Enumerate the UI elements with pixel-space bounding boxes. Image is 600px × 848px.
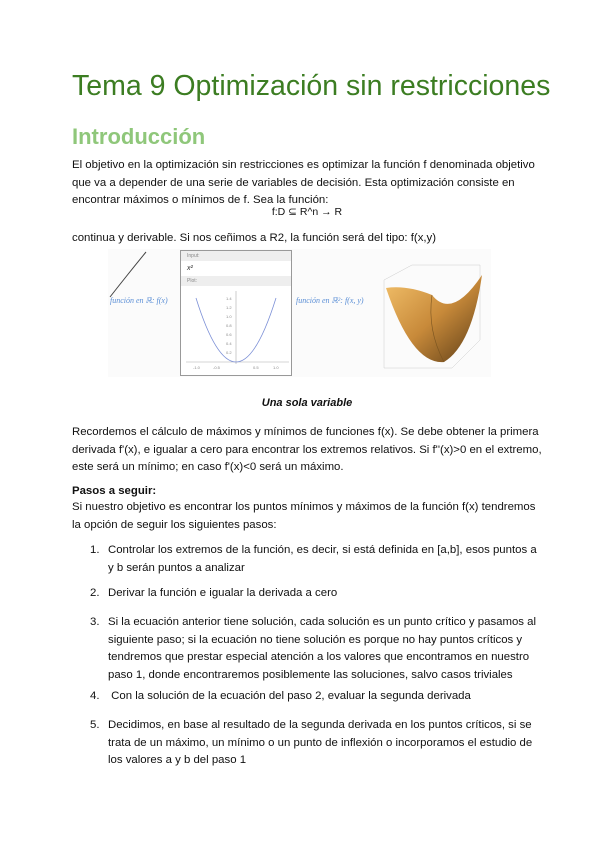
parabola-plot [181,286,291,370]
list-item [90,717,540,770]
y-tick-label: 1.0 [226,314,232,319]
y-tick-label: 0.4 [226,341,232,346]
list-item [90,542,540,577]
continuation-text: continua y derivable. Si nos ceñimos a R2, la función será del tipo: f(x,y) [72,232,437,244]
caption-right: función en ℝ²: f(x, y) [296,296,364,305]
step-text: Decidimos, en base al resultado de la segunda derivada en los puntos críticos, si se trata de un máximo, un mínimo o un punto de inflexión o incorporamos el estudio de los valores a y b del paso 1 [108,719,533,766]
step-number: 3. [90,616,100,628]
x-tick-label: 1.0 [273,365,279,370]
section-heading: Introducción [72,124,206,149]
plot-label: Plot: [181,276,291,286]
curve-fragment-image [108,249,183,299]
formula: f:D ⊆ R^n → R [271,206,343,218]
y-tick-label: 1.2 [226,305,232,310]
step-text: Controlar los extremos de la función, es decir, si está definida en [a,b], esos puntos a y b serán puntos a analizar [108,544,537,574]
input-label: Input: [181,251,291,261]
y-tick-label: 0.8 [226,323,232,328]
x-tick-label: -0.5 [213,365,220,370]
paraboloid-3d-image [372,250,490,376]
step-number: 1. [90,544,100,556]
steps-intro: Si nuestro objetivo es encontrar los puntos mínimos y máximos de la función f(x) tendremos la opción de seguir los siguientes pasos: [72,501,536,531]
step-number: 4. [90,690,100,702]
step-text: Si la ecuación anterior tiene solución, cada solución es un punto crítico y pasamos al siguiente paso; si la ecuación no tiene solución es porque no hay puntos críticos y tendremos que prestar especial atención a los valores que encontramos en nuestro paso 1, donde encontraremos posiblemente las soluciones, salvo casos triviales [108,616,537,681]
steps-heading: Pasos a seguir: [72,485,157,497]
x-tick-label: -1.0 [193,365,200,370]
step-text: Derivar la función e igualar la derivada a cero [108,587,338,599]
list-item [90,688,540,706]
document-title: Tema 9 Optimización sin restricciones [72,70,551,102]
caption-left: función en ℝ: f(x) [110,296,168,305]
step-text: Con la solución de la ecuación del paso 2, evaluar la segunda derivada [108,690,471,702]
step-number: 5. [90,719,100,731]
input-value: x² [187,265,193,272]
y-tick-label: 0.2 [226,350,232,355]
y-tick-label: 0.6 [226,332,232,337]
list-item [90,585,540,603]
step-number: 2. [90,587,100,599]
parabola-graph [180,250,292,376]
y-tick-label: 1.4 [226,296,232,301]
subheading-una-sola-variable: Una sola variable [261,397,353,409]
intro-paragraph: El objetivo en la optimización sin restricciones es optimizar la función f denominada objetivo que va a depender de una serie de variables de decisión. Esta optimización consiste en encontrar máximos o mínimos de f. Sea la función: [72,159,535,206]
paragraph-one-variable: Recordemos el cálculo de máximos y mínimos de funciones f(x). Se debe obtener la primera derivada f'(x), e igualar a cero para encontrar los extremos relativos. Si f''(x)>0 en el extremo, este será un mínimo; en caso f'(x)<0 será un máximo. [72,426,542,473]
x-tick-label: 0.5 [253,365,259,370]
list-item [90,614,540,684]
